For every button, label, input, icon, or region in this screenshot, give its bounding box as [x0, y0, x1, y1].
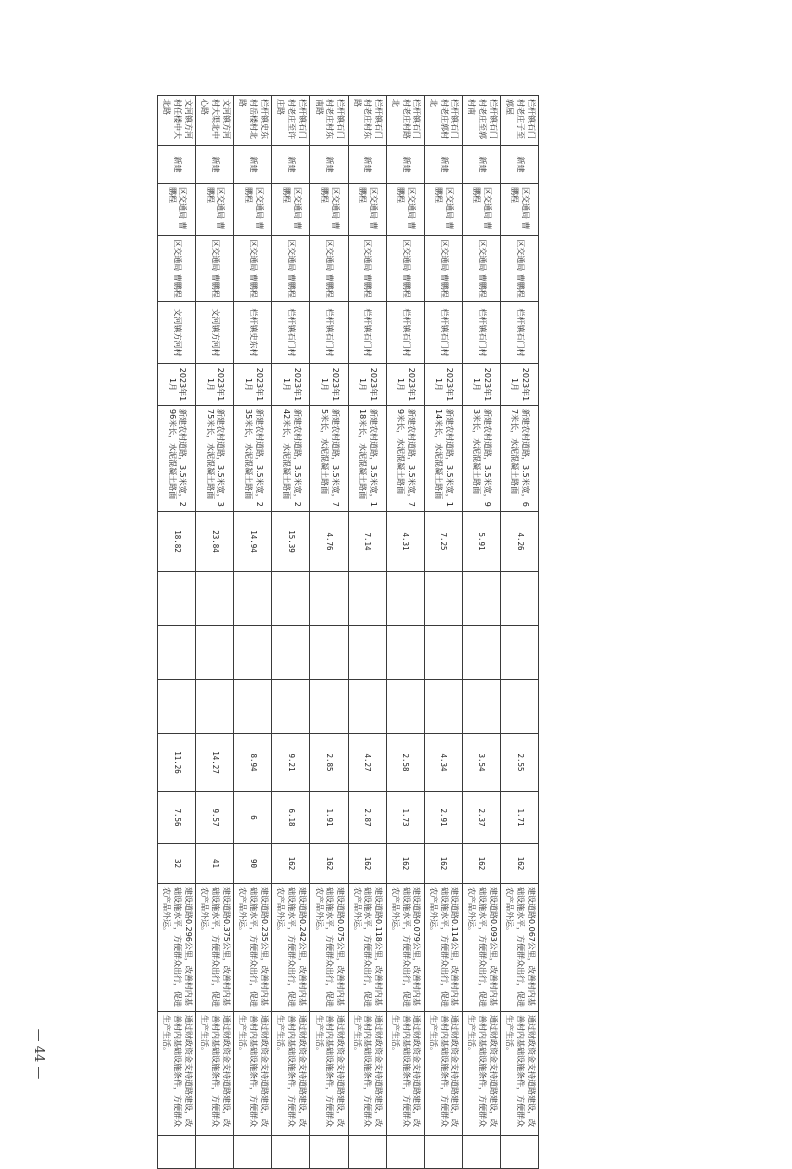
table-row [500, 96, 538, 1169]
construction-type-cell: 新建 [500, 146, 538, 184]
households-cell: 162 [272, 844, 310, 884]
project-name-cell: 栏杆镇石门村老庄至郭村南 [462, 96, 500, 146]
owner-cell: 区交通局 曹鹏程 [348, 236, 386, 302]
supervisor-cell: 区交通局 曹鹏程 [462, 184, 500, 236]
empty-cell [386, 680, 424, 734]
completion-time-cell: 2023年11月 [386, 364, 424, 406]
output-target-cell: 建设道路0.079公里，改善村内基础设施水平，方便群众出行，促进农产品外运。 [386, 884, 424, 1012]
output-target-cell: 建设道路0.114公里，改善村内基础设施水平，方便群众出行，促进农产品外运。 [424, 884, 462, 1012]
construction-scale-cell: 新建农村道路，3.5米宽，114米长，水泥混凝土路面 [424, 406, 462, 512]
supervisor-cell: 区交通局 曹鹏程 [348, 184, 386, 236]
project-name-cell: 文河镇方河村大渠北中心路 [196, 96, 234, 146]
households-cell: 90 [234, 844, 272, 884]
table-row [196, 96, 234, 1169]
construction-type-cell: 新建 [196, 146, 234, 184]
table-row [348, 96, 386, 1169]
empty-cell [500, 1136, 538, 1169]
households-cell: 162 [386, 844, 424, 884]
empty-cell [310, 1136, 348, 1169]
construction-scale-cell: 新建农村道路，3.5米宽，375米长，水泥混凝土路面 [196, 406, 234, 512]
households-cell: 162 [310, 844, 348, 884]
benefit-mechanism-cell: 通过财政资金支持道路建设，改善村内基础设施条件，方便群众生产生活。 [272, 1012, 310, 1136]
self-funded-cell: 1.71 [500, 792, 538, 844]
project-name-cell: 栏杆镇石门村老庄村东南路 [310, 96, 348, 146]
benefit-mechanism-cell: 通过财政资金支持道路建设，改善村内基础设施条件，方便群众生产生活。 [500, 1012, 538, 1136]
location-cell: 栏杆镇石门村 [310, 302, 348, 364]
construction-type-cell: 新建 [234, 146, 272, 184]
total-investment-cell: 4.26 [500, 512, 538, 572]
project-name-cell: 栏杆镇石门村老庄子至郭屋 [500, 96, 538, 146]
supervisor-cell: 区交通局 曹鹏程 [386, 184, 424, 236]
subsidy-cell: 14.27 [196, 734, 234, 792]
subsidy-cell: 2.58 [386, 734, 424, 792]
supervisor-cell: 区交通局 曹鹏程 [196, 184, 234, 236]
owner-cell: 区交通局 曹鹏程 [196, 236, 234, 302]
households-cell: 41 [196, 844, 234, 884]
construction-scale-cell: 新建农村道路，3.5米宽，242米长，水泥混凝土路面 [272, 406, 310, 512]
completion-time-cell: 2023年11月 [234, 364, 272, 406]
empty-cell [424, 1136, 462, 1169]
owner-cell: 区交通局 曹鹏程 [500, 236, 538, 302]
empty-cell [348, 572, 386, 626]
output-target-cell: 建设道路0.067公里，改善村内基础设施水平，方便群众出行，促进农产品外运。 [500, 884, 538, 1012]
subsidy-cell: 2.55 [500, 734, 538, 792]
subsidy-cell: 11.26 [158, 734, 196, 792]
construction-scale-cell: 新建农村道路，3.5米宽，67米长，水泥混凝土路面 [500, 406, 538, 512]
subsidy-cell: 9.21 [272, 734, 310, 792]
output-target-cell: 建设道路0.093公里，改善村内基础设施水平，方便群众出行，促进农产品外运。 [462, 884, 500, 1012]
construction-scale-cell: 新建农村道路，3.5米宽，75米长，水泥混凝土路面 [310, 406, 348, 512]
project-table [157, 95, 539, 1169]
owner-cell: 区交通局 曹鹏程 [234, 236, 272, 302]
location-cell: 栏杆镇石门村 [386, 302, 424, 364]
empty-cell [500, 572, 538, 626]
project-name-cell: 栏杆镇石门村老庄郭村北 [424, 96, 462, 146]
output-target-cell: 建设道路0.375公里，改善村内基础设施水平，方便群众出行，促进农产品外运。 [196, 884, 234, 1012]
empty-cell [386, 1136, 424, 1169]
households-cell: 162 [500, 844, 538, 884]
subsidy-cell: 8.94 [234, 734, 272, 792]
self-funded-cell: 6 [234, 792, 272, 844]
output-target-cell: 建设道路0.075公里，改善村内基础设施水平，方便群众出行，促进农产品外运。 [310, 884, 348, 1012]
output-target-cell: 建设道路0.296公里，改善村内基础设施水平，方便群众出行，促进农产品外运。 [158, 884, 196, 1012]
page-number: — 44 — [31, 1028, 46, 1080]
table-row [234, 96, 272, 1169]
self-funded-cell: 6.18 [272, 792, 310, 844]
total-investment-cell: 7.14 [348, 512, 386, 572]
table-row [272, 96, 310, 1169]
benefit-mechanism-cell: 通过财政资金支持道路建设，改善村内基础设施条件，方便群众生产生活。 [158, 1012, 196, 1136]
total-investment-cell: 7.25 [424, 512, 462, 572]
subsidy-cell: 3.54 [462, 734, 500, 792]
empty-cell [196, 572, 234, 626]
self-funded-cell: 2.37 [462, 792, 500, 844]
project-name-cell: 栏杆镇石门村老庄村路北 [386, 96, 424, 146]
supervisor-cell: 区交通局 曹鹏程 [234, 184, 272, 236]
project-name-cell: 栏杆镇石门村老庄至许庄路 [272, 96, 310, 146]
empty-cell [424, 680, 462, 734]
empty-cell [348, 680, 386, 734]
empty-cell [234, 680, 272, 734]
completion-time-cell: 2023年11月 [196, 364, 234, 406]
construction-scale-cell: 新建农村道路，3.5米宽，118米长，水泥混凝土路面 [348, 406, 386, 512]
construction-type-cell: 新建 [158, 146, 196, 184]
empty-cell [158, 626, 196, 680]
empty-cell [196, 680, 234, 734]
households-cell: 162 [424, 844, 462, 884]
owner-cell: 区交通局 曹鹏程 [310, 236, 348, 302]
households-cell: 162 [462, 844, 500, 884]
completion-time-cell: 2023年11月 [272, 364, 310, 406]
table-row [310, 96, 348, 1169]
empty-cell [424, 572, 462, 626]
empty-cell [462, 680, 500, 734]
total-investment-cell: 18.82 [158, 512, 196, 572]
subsidy-cell: 2.85 [310, 734, 348, 792]
empty-cell [462, 626, 500, 680]
benefit-mechanism-cell: 通过财政资金支持道路建设，改善村内基础设施条件，方便群众生产生活。 [462, 1012, 500, 1136]
construction-type-cell: 新建 [348, 146, 386, 184]
location-cell: 文河镇方河村 [158, 302, 196, 364]
benefit-mechanism-cell: 通过财政资金支持道路建设，改善村内基础设施条件，方便群众生产生活。 [196, 1012, 234, 1136]
project-name-cell: 文河镇方河村任楼中大北路 [158, 96, 196, 146]
self-funded-cell: 7.56 [158, 792, 196, 844]
benefit-mechanism-cell: 通过财政资金支持道路建设，改善村内基础设施条件，方便群众生产生活。 [234, 1012, 272, 1136]
empty-cell [272, 680, 310, 734]
empty-cell [234, 572, 272, 626]
project-table-wrapper [158, 95, 539, 1127]
empty-cell [348, 1136, 386, 1169]
subsidy-cell: 4.34 [424, 734, 462, 792]
empty-cell [196, 1136, 234, 1169]
owner-cell: 区交通局 曹鹏程 [424, 236, 462, 302]
empty-cell [386, 572, 424, 626]
empty-cell [500, 680, 538, 734]
self-funded-cell: 1.73 [386, 792, 424, 844]
supervisor-cell: 区交通局 曹鹏程 [424, 184, 462, 236]
benefit-mechanism-cell: 通过财政资金支持道路建设，改善村内基础设施条件，方便群众生产生活。 [348, 1012, 386, 1136]
location-cell: 栏杆镇史东村 [234, 302, 272, 364]
empty-cell [158, 680, 196, 734]
subsidy-cell: 4.27 [348, 734, 386, 792]
location-cell: 栏杆镇石门村 [500, 302, 538, 364]
owner-cell: 区交通局 曹鹏程 [462, 236, 500, 302]
empty-cell [272, 572, 310, 626]
owner-cell: 区交通局 曹鹏程 [386, 236, 424, 302]
location-cell: 栏杆镇石门村 [462, 302, 500, 364]
construction-scale-cell: 新建农村道路，3.5米宽，296米长，水泥混凝土路面 [158, 406, 196, 512]
self-funded-cell: 1.91 [310, 792, 348, 844]
households-cell: 162 [348, 844, 386, 884]
benefit-mechanism-cell: 通过财政资金支持道路建设，改善村内基础设施条件，方便群众生产生活。 [424, 1012, 462, 1136]
location-cell: 栏杆镇石门村 [348, 302, 386, 364]
construction-scale-cell: 新建农村道路，3.5米宽，235米长，水泥混凝土路面 [234, 406, 272, 512]
self-funded-cell: 9.57 [196, 792, 234, 844]
empty-cell [500, 626, 538, 680]
total-investment-cell: 15.39 [272, 512, 310, 572]
empty-cell [272, 1136, 310, 1169]
construction-type-cell: 新建 [310, 146, 348, 184]
construction-type-cell: 新建 [462, 146, 500, 184]
total-investment-cell: 14.94 [234, 512, 272, 572]
benefit-mechanism-cell: 通过财政资金支持道路建设，改善村内基础设施条件，方便群众生产生活。 [386, 1012, 424, 1136]
output-target-cell: 建设道路0.235公里，改善村内基础设施水平，方便群众出行，促进农产品外运。 [234, 884, 272, 1012]
project-name-cell: 栏杆镇石门村老庄村东路 [348, 96, 386, 146]
completion-time-cell: 2023年11月 [462, 364, 500, 406]
total-investment-cell: 5.91 [462, 512, 500, 572]
empty-cell [310, 626, 348, 680]
empty-cell [424, 626, 462, 680]
construction-scale-cell: 新建农村道路，3.5米宽，93米长，水泥混凝土路面 [462, 406, 500, 512]
self-funded-cell: 2.87 [348, 792, 386, 844]
total-investment-cell: 4.31 [386, 512, 424, 572]
completion-time-cell: 2023年11月 [424, 364, 462, 406]
empty-cell [386, 626, 424, 680]
empty-cell [462, 572, 500, 626]
empty-cell [158, 572, 196, 626]
supervisor-cell: 区交通局 曹鹏程 [310, 184, 348, 236]
empty-cell [310, 680, 348, 734]
completion-time-cell: 2023年11月 [348, 364, 386, 406]
empty-cell [234, 1136, 272, 1169]
construction-scale-cell: 新建农村道路，3.5米宽，79米长，水泥混凝土路面 [386, 406, 424, 512]
completion-time-cell: 2023年11月 [310, 364, 348, 406]
supervisor-cell: 区交通局 曹鹏程 [272, 184, 310, 236]
construction-type-cell: 新建 [272, 146, 310, 184]
self-funded-cell: 2.91 [424, 792, 462, 844]
total-investment-cell: 4.76 [310, 512, 348, 572]
table-row [386, 96, 424, 1169]
owner-cell: 区交通局 曹鹏程 [272, 236, 310, 302]
table-row [424, 96, 462, 1169]
construction-type-cell: 新建 [424, 146, 462, 184]
empty-cell [158, 1136, 196, 1169]
supervisor-cell: 区交通局 曹鹏程 [158, 184, 196, 236]
location-cell: 文河镇方河村 [196, 302, 234, 364]
empty-cell [272, 626, 310, 680]
empty-cell [348, 626, 386, 680]
empty-cell [310, 572, 348, 626]
total-investment-cell: 23.84 [196, 512, 234, 572]
households-cell: 32 [158, 844, 196, 884]
empty-cell [462, 1136, 500, 1169]
empty-cell [234, 626, 272, 680]
completion-time-cell: 2023年11月 [158, 364, 196, 406]
table-row [158, 96, 196, 1169]
table-row [462, 96, 500, 1169]
owner-cell: 区交通局 曹鹏程 [158, 236, 196, 302]
location-cell: 栏杆镇石门村 [424, 302, 462, 364]
empty-cell [196, 626, 234, 680]
construction-type-cell: 新建 [386, 146, 424, 184]
supervisor-cell: 区交通局 曹鹏程 [500, 184, 538, 236]
location-cell: 栏杆镇石门村 [272, 302, 310, 364]
benefit-mechanism-cell: 通过财政资金支持道路建设，改善村内基础设施条件，方便群众生产生活。 [310, 1012, 348, 1136]
project-name-cell: 栏杆镇史东村岳楼村北路 [234, 96, 272, 146]
output-target-cell: 建设道路0.242公里，改善村内基础设施水平，方便群众出行，促进农产品外运。 [272, 884, 310, 1012]
completion-time-cell: 2023年11月 [500, 364, 538, 406]
output-target-cell: 建设道路0.118公里，改善村内基础设施水平，方便群众出行，促进农产品外运。 [348, 884, 386, 1012]
